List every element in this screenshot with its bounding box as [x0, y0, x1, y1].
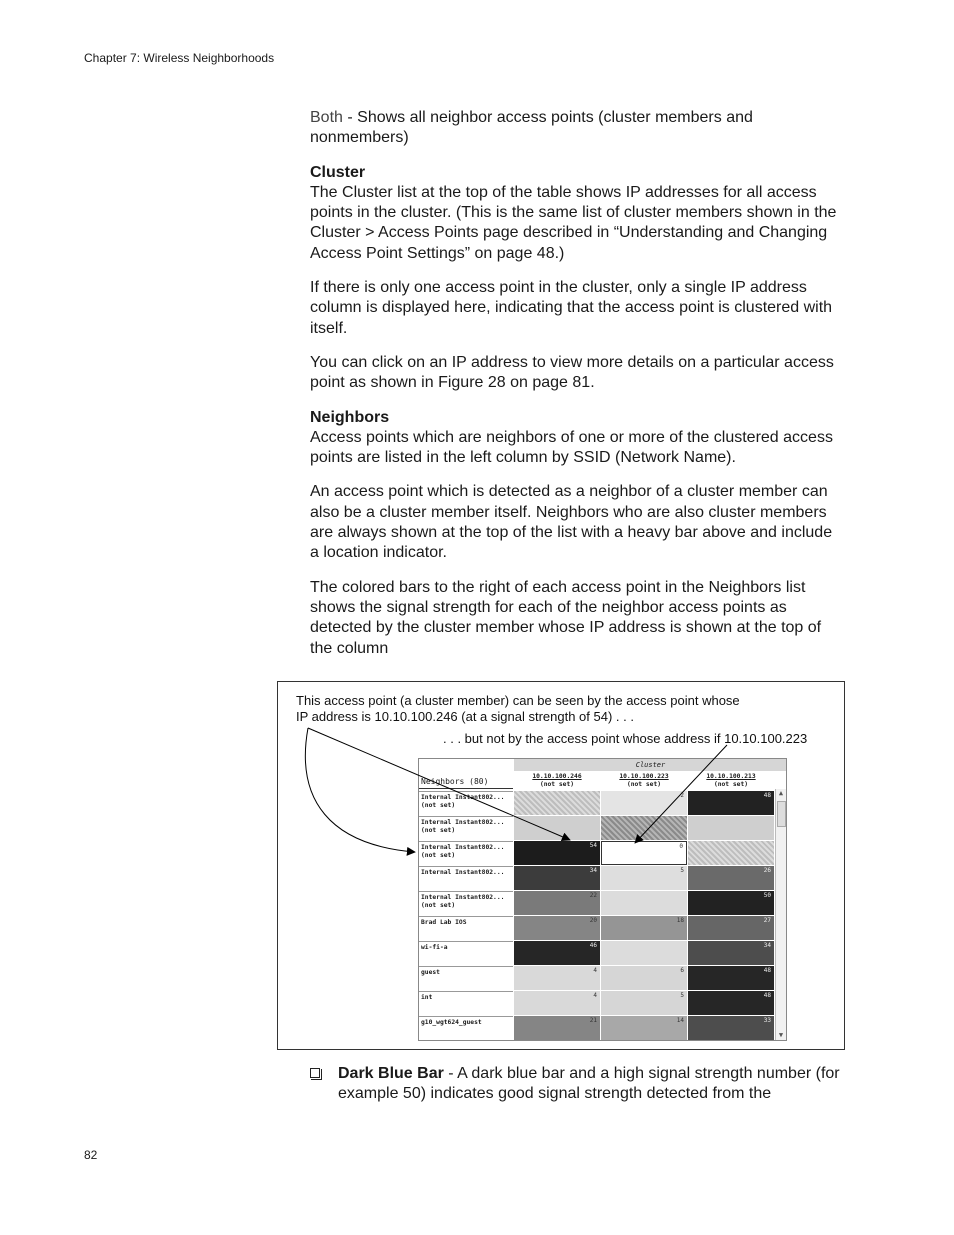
caption-1-line-1: This access point (a cluster member) can be seen by the access point whose: [296, 693, 740, 708]
cluster-para-1: The Cluster list at the top of the table shows IP addresses for all access points in the cluster. (This is the same list of cluster members shown in the Cluster > Access Points page described in “Understanding and Changing Access Point Settings” on page 48.): [310, 183, 837, 262]
both-lead: Both: [310, 109, 343, 126]
cluster-ip-link[interactable]: 10.10.100.246: [532, 773, 582, 780]
signal-strength-cell: 48: [688, 791, 774, 815]
cluster-ip-link[interactable]: 10.10.100.213: [706, 773, 756, 780]
signal-strength-cell: 34: [688, 941, 774, 965]
cluster-ip-location: (not set): [713, 781, 749, 788]
neighbor-location: (not set): [421, 902, 456, 909]
signal-strength-cell: 48: [688, 966, 774, 990]
neighbor-ssid: Internal Instant802...: [421, 819, 505, 826]
signal-strength-cell: 48: [688, 991, 774, 1015]
signal-strength-cell: 54: [514, 841, 600, 865]
neighbor-location: (not set): [421, 827, 456, 834]
signal-strength-cell: 33: [688, 1016, 774, 1040]
cluster-heading: Cluster: [310, 163, 366, 181]
bullet-term: Dark Blue Bar: [338, 1065, 444, 1082]
neighbor-ssid: Internal Instant802...: [421, 844, 505, 851]
signal-strength-cell: 5: [601, 991, 687, 1015]
signal-strength-cell: 34: [514, 866, 600, 890]
neighbors-header: Neighbors (80): [419, 775, 513, 789]
signal-strength-cell: 0: [601, 841, 687, 865]
neighbor-ssid: Internal Instant802...: [421, 794, 505, 801]
figure-caption-2: . . . but not by the access point whose address if 10.10.100.223: [443, 731, 808, 746]
scroll-up-icon[interactable]: ▲: [778, 789, 784, 797]
cluster-ip-location: (not set): [626, 781, 662, 788]
neighbor-location: (not set): [421, 802, 456, 809]
cluster-ip-link[interactable]: 10.10.100.223: [619, 773, 669, 780]
signal-strength-cell: 50: [688, 891, 774, 915]
arrow-to-neighbor-row: [305, 728, 415, 852]
neighbor-ssid: int: [421, 994, 433, 1001]
cluster-label: Cluster: [514, 759, 787, 771]
signal-strength-cell: 27: [688, 916, 774, 940]
signal-strength-cell: 20: [514, 916, 600, 940]
arrow-to-signal-0: [635, 745, 727, 843]
caption-1-line-2: IP address is 10.10.100.246 (at a signal strength of 54) . . .: [296, 708, 634, 724]
signal-strength-cell: 18: [601, 916, 687, 940]
cluster-ip-location: (not set): [539, 781, 575, 788]
signal-strength-cell: 6: [601, 966, 687, 990]
neighbor-ssid: Internal Instant802...: [421, 869, 505, 876]
neighbor-ssid: Brad Lab IOS: [421, 919, 467, 926]
neighbor-ssid: guest: [421, 969, 440, 976]
signal-strength-cell: 26: [688, 866, 774, 890]
running-header: Chapter 7: Wireless Neighborhoods: [84, 51, 275, 65]
page-number: 82: [84, 1148, 98, 1162]
checkbox-bullet-icon: [310, 1068, 320, 1078]
both-rest: - Shows all neighbor access points (cluster members and nonmembers): [310, 109, 753, 147]
signal-strength-cell: 4: [514, 966, 600, 990]
neighbors-para-1: Access points which are neighbors of one or more of the clustered access points are listed in the left column by SSID (Network Name).: [310, 428, 833, 467]
signal-strength-cell: 5: [601, 866, 687, 890]
scroll-down-icon[interactable]: ▼: [778, 1031, 784, 1039]
neighbor-location: (not set): [421, 852, 456, 859]
neighbors-para-2: An access point which is detected as a neighbor of a cluster member can also be a cluster member itself. Neighbors who are also cluster members are always shown at the top of the list with a heavy bar above and include a location indicator.: [310, 483, 833, 562]
neighbor-ssid: g10_wgt624_guest: [421, 1019, 482, 1026]
neighbor-ssid: wi-fi-a: [421, 944, 448, 951]
signal-strength-cell: 22: [514, 891, 600, 915]
neighbors-para-3: The colored bars to the right of each access point in the Neighbors list shows the signal strength for each of the neighbor access points as detected by the cluster member whose IP address is shown at the top of the column: [310, 578, 822, 657]
neighbors-heading: Neighbors: [310, 408, 390, 426]
signal-strength-cell: 21: [514, 1016, 600, 1040]
signal-strength-cell: 46: [514, 941, 600, 965]
signal-strength-cell: 14: [601, 1016, 687, 1040]
signal-strength-cell: 4: [514, 991, 600, 1015]
bullet-dark-blue-bar: [310, 1064, 845, 1104]
arrow-to-signal-54: [308, 728, 570, 840]
signal-strength-cell: 2: [601, 791, 687, 815]
bullet-desc: - A dark blue bar and a high signal strength number (for example 50) indicates good signal strength detected from the: [338, 1065, 840, 1102]
cluster-para-3: You can click on an IP address to view more details on a particular access point as shown in Figure 28 on page 81.: [310, 353, 834, 392]
cluster-para-2: If there is only one access point in the cluster, only a single IP address column is displayed here, indicating that the access point is clustered with itself.: [310, 279, 833, 337]
neighbor-ssid: Internal Instant802...: [421, 894, 505, 901]
